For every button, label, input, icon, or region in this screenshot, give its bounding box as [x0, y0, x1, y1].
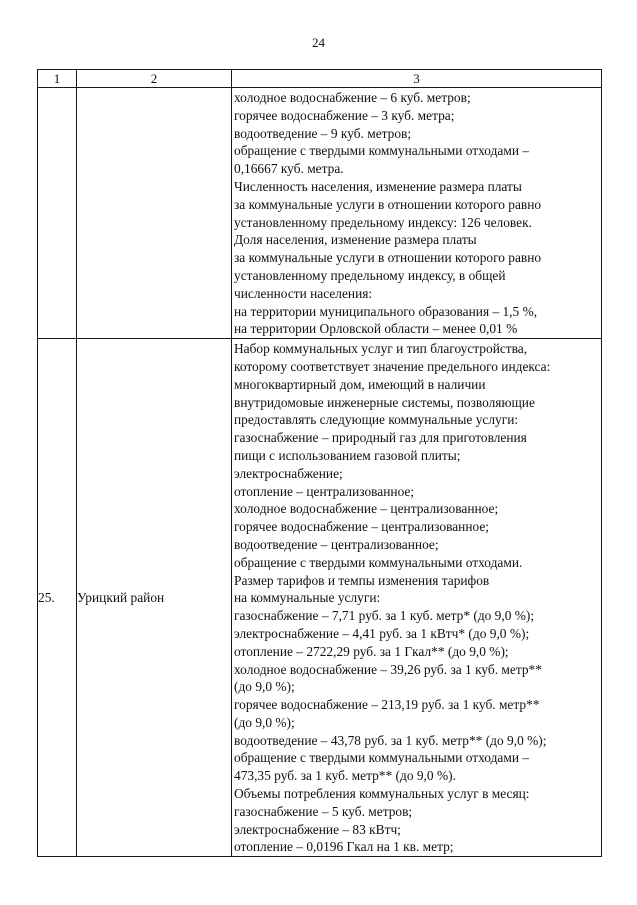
text-line: которому соответствует значение предельного индекса:	[234, 358, 551, 374]
row-content-lines	[232, 88, 601, 338]
text-line: холодное водоснабжение – централизованное;	[234, 501, 499, 517]
text-line: за коммунальные услуги в отношении которого равно	[234, 196, 542, 212]
text-line: водоотведение – централизованное;	[234, 536, 439, 552]
text-line: газоснабжение – 5 куб. метров;	[234, 803, 413, 819]
text-line: холодное водоснабжение – 39,26 руб. за 1 куб. метр**	[234, 661, 542, 677]
text-line: предоставлять следующие коммунальные услуги:	[234, 412, 519, 428]
text-line: горячее водоснабжение – 3 куб. метра;	[234, 107, 455, 123]
text-line: пищи с использованием газовой плиты;	[234, 447, 461, 463]
text-line: обращение с твердыми коммунальными отходами –	[234, 750, 530, 766]
text-line: за коммунальные услуги в отношении которого равно	[234, 250, 542, 266]
row-name-cell	[77, 88, 232, 339]
table-row-continuation	[38, 88, 602, 339]
text-line: многоквартирный дом, имеющий в наличии	[234, 376, 486, 392]
text-line: численности населения:	[234, 285, 373, 301]
table-header-row	[38, 70, 602, 88]
text-line: (до 9,0 %);	[234, 714, 295, 730]
text-line: внутридомовые инженерные системы, позволяющие	[234, 394, 535, 410]
text-line: электроснабжение – 83 кВтч;	[234, 821, 401, 837]
text-line: установленному предельному индексу, в общей	[234, 267, 506, 283]
row-content-cell	[232, 88, 602, 339]
row-number-cell	[38, 88, 77, 339]
text-line: газоснабжение – 7,71 руб. за 1 куб. метр* (до 9,0 %);	[234, 608, 535, 624]
text-line: (до 9,0 %);	[234, 679, 295, 695]
text-line: водоотведение – 9 куб. метров;	[234, 125, 412, 141]
text-line: 0,16667 куб. метра.	[234, 161, 344, 177]
text-line: холодное водоснабжение – 6 куб. метров;	[234, 90, 471, 105]
text-line: на территории муниципального образования – 1,5 %,	[234, 303, 538, 319]
table-row-25	[38, 339, 602, 857]
text-line: Набор коммунальных услуг и тип благоустройства,	[234, 341, 528, 357]
text-line: электроснабжение;	[234, 465, 343, 481]
row-number-cell: 25.	[38, 339, 77, 857]
text-line: отопление – 2722,29 руб. за 1 Гкал** (до 9,0 %);	[234, 643, 509, 659]
text-line: обращение с твердыми коммунальными отходами.	[234, 554, 523, 570]
row-name-cell: Урицкий район	[77, 339, 232, 857]
text-line: Численность населения, изменение размера платы	[234, 178, 522, 194]
document-table	[37, 69, 602, 857]
text-line: электроснабжение – 4,41 руб. за 1 кВтч* (до 9,0 %);	[234, 625, 530, 641]
text-line: отопление – централизованное;	[234, 483, 415, 499]
column-header-2: 2	[77, 70, 232, 88]
text-line: горячее водоснабжение – 213,19 руб. за 1 куб. метр**	[234, 697, 540, 713]
text-line: газоснабжение – природный газ для приготовления	[234, 430, 527, 446]
row-content-lines	[232, 339, 601, 856]
column-header-1: 1	[38, 70, 77, 88]
column-header-3: 3	[232, 70, 602, 88]
row-content-cell	[232, 339, 602, 857]
text-line: Доля населения, изменение размера платы	[234, 232, 477, 248]
text-line: на территории Орловской области – менее 0,01 %	[234, 321, 518, 337]
text-line: Объемы потребления коммунальных услуг в месяц:	[234, 786, 530, 802]
text-line: установленному предельному индексу: 126 человек.	[234, 214, 532, 230]
text-line: отопление – 0,0196 Гкал на 1 кв. метр;	[234, 839, 454, 855]
text-line: Размер тарифов и темпы изменения тарифов	[234, 572, 490, 588]
text-line: на коммунальные услуги:	[234, 590, 381, 606]
text-line: водоотведение – 43,78 руб. за 1 куб. метр** (до 9,0 %);	[234, 732, 547, 748]
page-number: 24	[312, 35, 325, 50]
text-line: горячее водоснабжение – централизованное;	[234, 519, 490, 535]
text-line: 473,35 руб. за 1 куб. метр** (до 9,0 %).	[234, 768, 456, 784]
text-line: обращение с твердыми коммунальными отходами –	[234, 143, 530, 159]
